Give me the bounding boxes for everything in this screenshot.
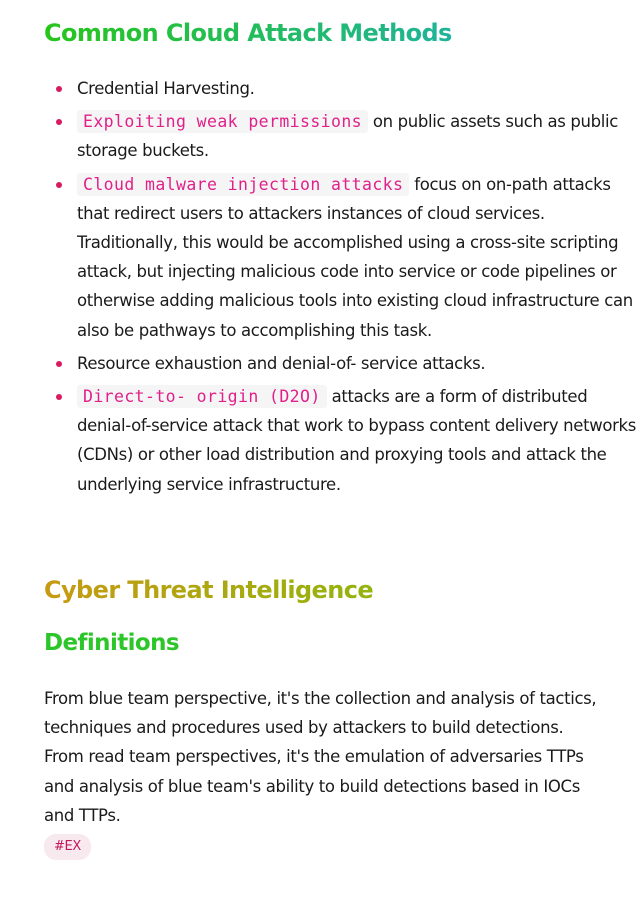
inline-code: Exploiting weak permissions [77, 110, 368, 133]
definition-red-team: From read team perspectives, it's the emulation of adversaries TTPs and analysis of blue team's ability to build detections based in IOCs and TTPs. [44, 747, 584, 825]
list-item-text: Credential Harvesting. [77, 79, 255, 98]
list-item [77, 74, 636, 103]
definition-blue-team: From blue team perspective, it's the collection and analysis of tactics, techniques and procedures used by attackers to build detections. [44, 689, 597, 738]
definitions-body [44, 684, 614, 860]
cyber-threat-intelligence-heading: Cyber Threat Intelligence [44, 576, 373, 604]
list-item-text: on public assets such as public storage buckets. [77, 112, 618, 161]
list-item [77, 170, 636, 345]
list-item [77, 382, 636, 499]
cloud-attacks-heading: Common Cloud Attack Methods [44, 19, 452, 47]
bullet-icon [56, 119, 62, 125]
definitions-heading: Definitions [44, 630, 179, 656]
tag-ex[interactable]: #EX [44, 834, 91, 860]
bullet-icon [56, 394, 62, 400]
list-item-text: attacks are a form of distributed denial-of-service attack that work to bypass content delivery networks (CDNs) or other load distribution and proxying tools and attack the underlying service infrastructure. [77, 387, 636, 494]
inline-code: Direct-to- origin (D2O) [77, 385, 327, 408]
cloud-attack-methods-list [44, 74, 636, 503]
bullet-icon [56, 361, 62, 367]
list-item [77, 349, 636, 378]
inline-code: Cloud malware injection attacks [77, 173, 409, 196]
list-item [77, 107, 636, 165]
bullet-icon [56, 182, 62, 188]
list-item-text: focus on on-path attacks that redirect users to attackers instances of cloud services. Traditionally, this would be accomplished using a cross-site scripting attack, but injecting malicious code into service or code pipelines or otherwise adding malicious tools into existing cloud infrastructure can also be pathways to accomplishing this task. [77, 174, 633, 340]
bullet-icon [56, 86, 62, 92]
list-item-text: Resource exhaustion and denial-of- service attacks. [77, 353, 486, 373]
